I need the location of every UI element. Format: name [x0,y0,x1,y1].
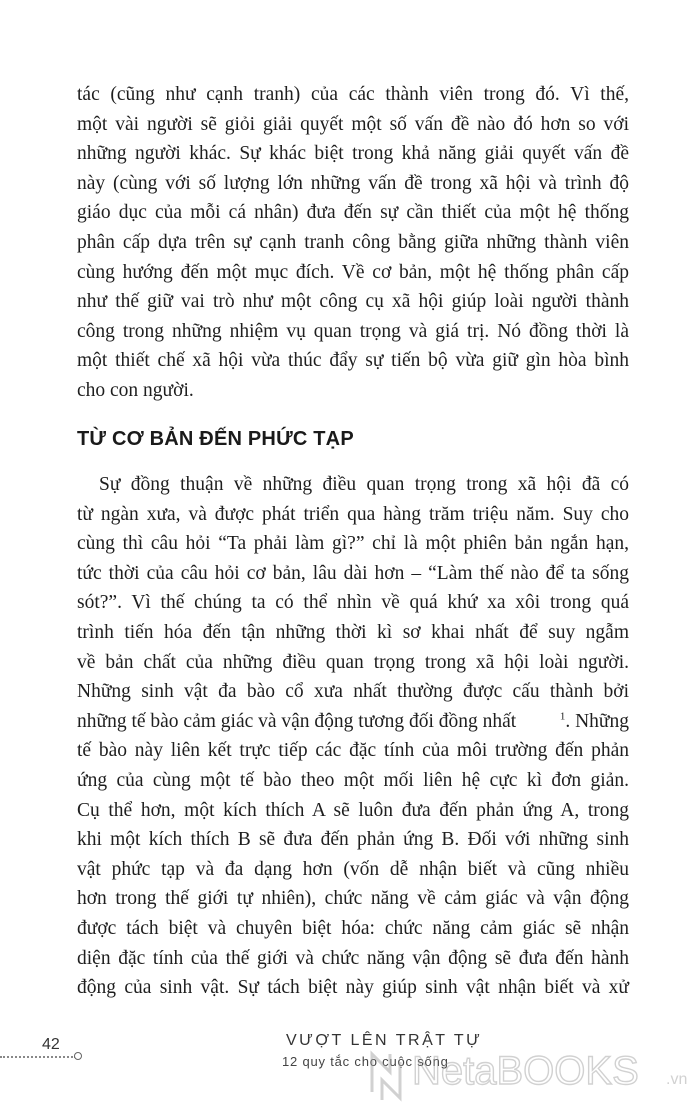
text-line: ứng của cùng một tế bào theo một mối liên hệ cực kì đơn giản. [77,769,629,791]
text-line: diện đặc tính của thế giới và chức năng vận động sẽ đưa đến hành [77,947,629,969]
text-line: công trong những nhiệm vụ quan trọng và giá trị. Nó đồng thời là [77,320,629,342]
text-line: khi một kích thích B sẽ đưa đến phản ứng B. Đối với những sinh [77,829,629,851]
text-line: tức thời của câu hỏi cơ bản, lâu dài hơn – “Làm thế nào để ta sống [77,562,629,584]
text-line: những người khác. Sự khác biệt trong khả năng giải quyết vấn đề [77,143,629,165]
text-line: động của sinh vật. Sự tách biệt này giúp sinh vật nhận biết và xử [77,977,629,999]
text-line: trình tiến hóa đến tận những thời kì sơ khai nhất để suy ngẫm [77,621,629,643]
text-line: cùng hướng đến một mục đích. Về cơ bản, một hệ thống phân cấp [77,261,629,283]
footer-rule-end-circle [74,1052,82,1060]
text-line: tế bào này liên kết trực tiếp các đặc tính của môi trường đến phản [77,740,629,762]
running-footer-title: VƯỢT LÊN TRẬT TỰ [286,1032,483,1049]
text-line: cho con người. [77,379,194,401]
text-line-start: những tế bào cảm giác và vận động tương đối đồng nhất [77,710,517,732]
text-line: hơn trong thế giới tự nhiên), chức năng về cảm giác và vận động [77,888,629,910]
text-line: Sự đồng thuận về những điều quan trọng trong xã hội đã có [99,474,629,495]
text-line-end [560,707,629,737]
text-line: này (cùng với số lượng lớn những vấn đề trong xã hội và trình độ [77,172,629,194]
section-heading: TỪ CƠ BẢN ĐẾN PHỨC TẠP [77,428,354,450]
paragraph-2 [77,470,629,1003]
text-line-tail: . Những [565,710,629,732]
text-line [77,707,629,737]
watermark-text: NetaBOOKS [412,1049,639,1093]
text-line: một vài người sẽ giỏi giải quyết một số vấn đề nào đó hơn so với [77,113,629,135]
text-line: từ ngàn xưa, và được phát triển qua hàng trăm triệu năm. Suy cho [77,503,629,525]
netabooks-logo-icon [372,1054,400,1100]
footer-dotted-rule [0,1056,76,1058]
text-line: phân cấp dựa trên sự cạnh tranh công bằng giữa những thành viên [77,231,629,253]
text-line: Những sinh vật đa bào cổ xưa nhất thường được cấu thành bởi [77,681,629,703]
netabooks-watermark [360,1032,700,1112]
running-footer-subtitle: 12 quy tắc cho cuộc sống [282,1054,449,1069]
footnote-marker: 1 [559,710,566,723]
text-line: Cụ thể hơn, một kích thích A sẽ luôn đưa đến phản ứng A, trong [77,799,629,821]
text-line: cùng thì câu hỏi “Ta phải làm gì?” chỉ là một phiên bản ngắn hạn, [77,533,629,555]
page-number: 42 [42,1036,60,1053]
text-line: sót?”. Vì thế chúng ta có thể nhìn về quá khứ xa xôi trong quá [77,592,629,614]
text-line: về bản chất của những điều quan trọng trong xã hội loài người. [77,651,629,673]
paragraph-1 [77,80,629,406]
text-line: được tách biệt và chuyên biệt hóa: chức năng cảm giác sẽ nhận [77,917,629,939]
text-line: một thiết chế xã hội vừa thúc đẩy sự tiến bộ vừa giữ gìn hòa bình [77,350,629,372]
text-line: vật phức tạp và đa dạng hơn (vốn dễ nhận biết và cũng nhiều [77,858,629,880]
watermark-suffix: .vn [666,1071,688,1088]
text-line: tác (cũng như cạnh tranh) của các thành viên trong đó. Vì thế, [77,84,629,105]
text-line: giáo dục của mỗi cá nhân) đưa đến sự cần thiết của một hệ thống [77,202,629,224]
text-line: như thế giữ vai trò như một công cụ xã hội giúp loài người thành [77,291,629,313]
